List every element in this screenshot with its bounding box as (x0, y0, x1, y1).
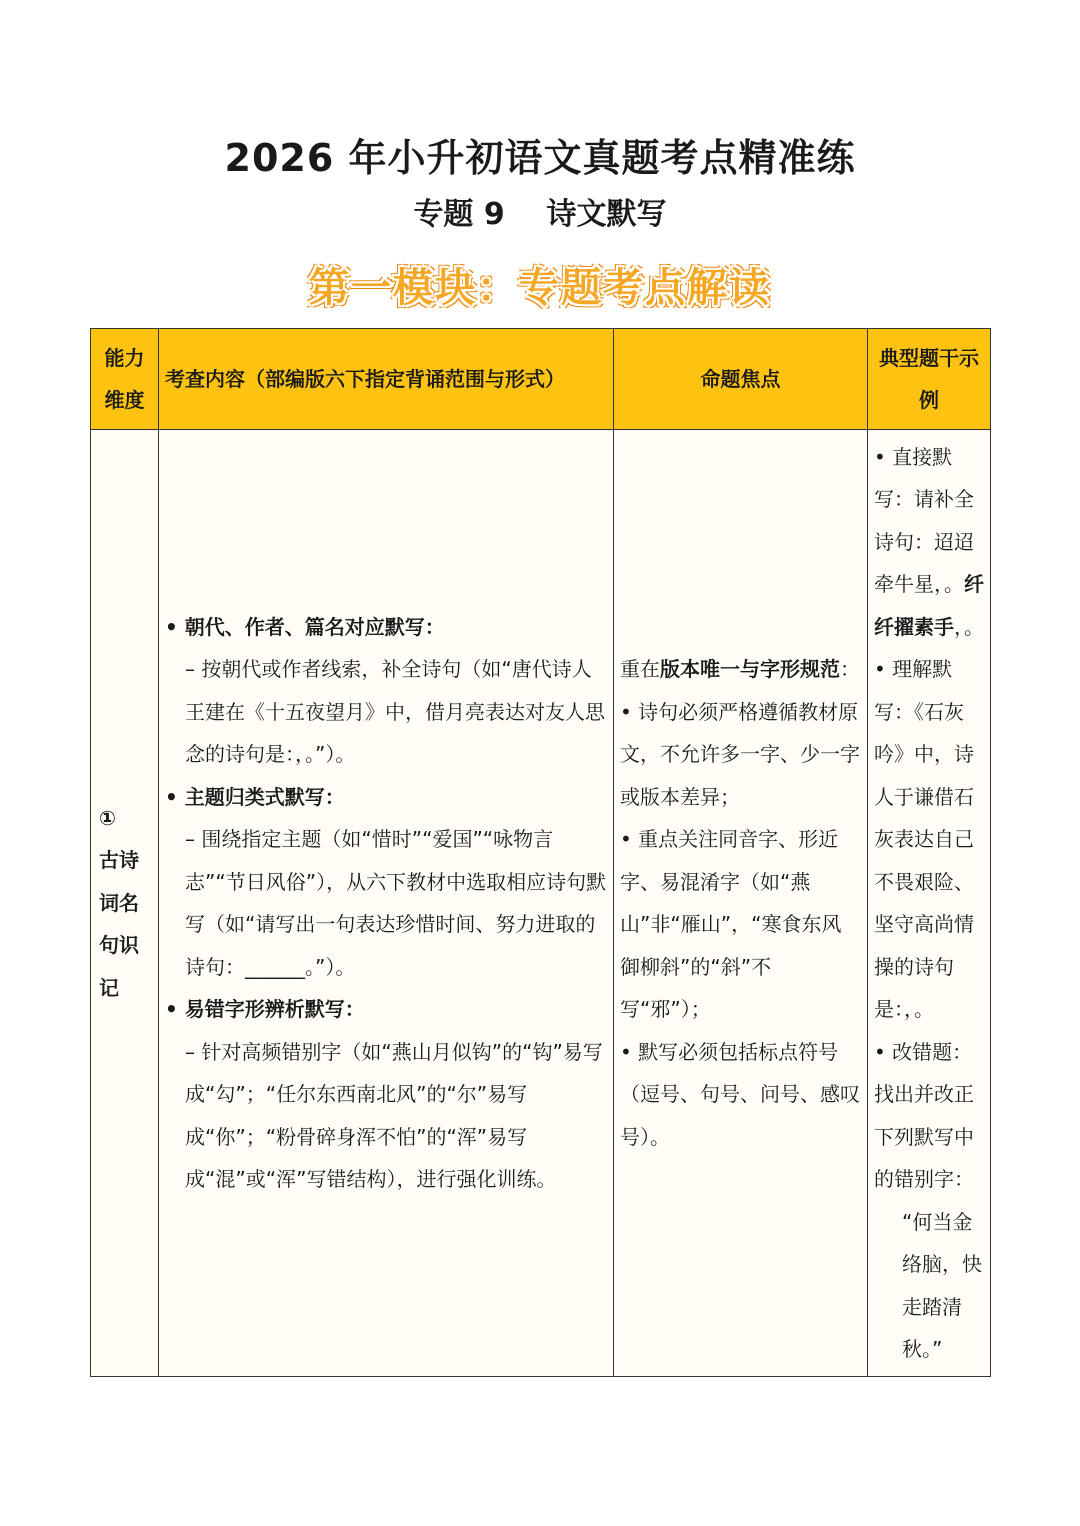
content-cell (159, 430, 614, 1377)
focus-bullet-2: • 重点关注同音字、形近字、易混淆字（如“燕山”非“雁山”，“寒食东风御柳斜”的“斜”不写“邪”）； (620, 827, 842, 1021)
example-1-end: ，。 (954, 614, 984, 639)
exam-point-table (90, 328, 991, 1377)
content-heading-3: • 易错字形辨析默写： (165, 997, 365, 1021)
content-paragraph-2: – 围绕指定主题（如“惜时”“爱国”“咏物言志”“节日风俗”），从六下教材中选取相应诗句默写（如“请写出一句表达珍惜时间、努力进取的诗句：______。”）。 (185, 827, 607, 979)
content-paragraph-3: – 针对高频错别字（如“燕山月似钩”的“钩”易写成“勾”；“任尔东西南北风”的“尔”易写成“你”；“粉骨碎身浑不怕”的“浑”易写成“混”或“浑”写错结构），进行强化训练。 (185, 1039, 603, 1191)
example-1 (874, 436, 984, 649)
focus-intro-suffix: ： (840, 657, 860, 681)
table-row (91, 430, 991, 1377)
example-4: “何当金络脑，快走踏清秋。” (902, 1209, 982, 1361)
focus-intro (620, 648, 861, 691)
document-title: 2026 年小升初语文真题考点精准练 (224, 136, 856, 180)
module-heading: 第一模块：专题考点解读 (309, 265, 771, 311)
header-ability-dimension: 能力维度 (91, 329, 159, 430)
content-heading-2: • 主题归类式默写： (165, 784, 345, 809)
dimension-number: ① (99, 805, 116, 830)
examples-cell (868, 430, 991, 1377)
header-examples: 典型题干示例 (868, 329, 991, 430)
focus-intro-bold: 版本唯一与字形规范 (660, 657, 840, 681)
focus-bullet-3: • 默写必须包括标点符号（逗号、句号、问号、感叹号）。 (620, 1039, 860, 1149)
header-focus: 命题焦点 (614, 329, 868, 430)
focus-bullet-1: • 诗句必须严格遵循教材原文，不允许多一字、少一字或版本差异； (620, 699, 860, 809)
example-3: • 改错题：找出并改正下列默写中的错别字： (874, 1039, 974, 1191)
example-1-bold: 纤纤擢素手 (874, 572, 984, 639)
example-1-text: • 直接默写：请补全诗句：迢迢牵牛星，。 (874, 444, 974, 596)
header-content: 考查内容（部编版六下指定背诵范围与形式） (159, 329, 614, 430)
dimension-label: 古诗词名句识记 (99, 848, 139, 1000)
example-2: • 理解默写：《石灰吟》中，诗人于谦借石灰表达自己不畏艰险、坚守高尚情操的诗句是：，。 (874, 657, 974, 1021)
topic-subtitle: 专题 9 诗文默写 (413, 197, 667, 232)
focus-cell (614, 430, 868, 1377)
table-header-row (91, 329, 991, 430)
content-paragraph-1: – 按朝代或作者线索，补全诗句（如“唐代诗人王建在《十五夜望月》中，借月亮表达对友人思念的诗句是：，。”）。 (185, 657, 605, 766)
content-heading-1: • 朝代、作者、篇名对应默写： (165, 614, 445, 639)
focus-intro-prefix: 重在 (620, 657, 660, 681)
dimension-cell (91, 430, 159, 1377)
